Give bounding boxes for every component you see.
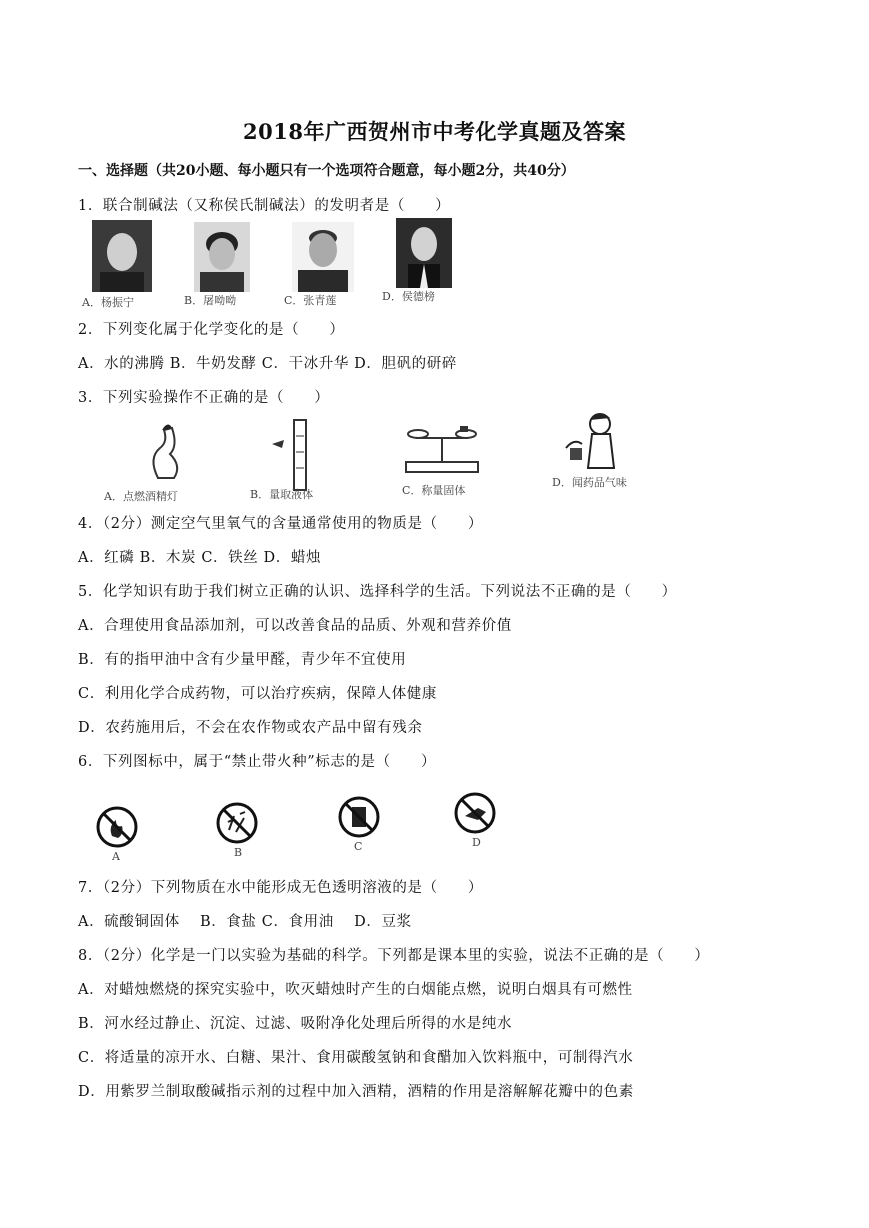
question-2-options: A．水的沸腾 B．牛奶发酵 C．干冰升华 D．胆矾的研碎	[78, 356, 457, 372]
q1-caption-d: D．侯德榜	[382, 290, 435, 303]
q1-caption-a: A．杨振宁	[82, 296, 134, 309]
portrait-a	[92, 220, 152, 292]
question-8-option-c: C．将适量的凉开水、白糖、果汁、食用碳酸氢钠和食醋加入饮料瓶中，可制得汽水	[78, 1050, 634, 1066]
no-smoking-area-sign-icon	[452, 790, 498, 836]
question-3-stem: 3．下列实验操作不正确的是（ ）	[78, 390, 330, 406]
balance-figure	[402, 422, 482, 482]
question-5-option-b: B．有的指甲油中含有少量甲醛，青少年不宜使用	[78, 652, 407, 668]
question-8-option-b: B．河水经过静止、沉淀、过滤、吸附净化处理后所得的水是纯水	[78, 1016, 513, 1032]
question-5-option-c: C．利用化学合成药物，可以治疗疾病，保障人体健康	[78, 686, 437, 702]
question-5-option-a: A．合理使用食品添加剂，可以改善食品的品质、外观和营养价值	[78, 618, 512, 634]
question-7-stem: 7．（2分）下列物质在水中能形成无色透明溶液的是（ ）	[78, 880, 483, 896]
question-1-stem: 1．联合制碱法（又称侯氏制碱法）的发明者是（ ）	[78, 198, 451, 214]
portrait-b	[194, 222, 250, 292]
no-fire-sign-icon	[94, 804, 140, 850]
no-flammable-sign-icon	[336, 794, 382, 840]
portrait-d	[396, 218, 452, 288]
q6-caption-c: C	[354, 840, 363, 853]
question-6-stem: 6．下列图标中，属于“禁止带火种”标志的是（ ）	[78, 754, 437, 770]
q3-caption-b: B．量取液体	[250, 488, 314, 501]
graduated-cylinder-figure	[266, 416, 326, 496]
q1-caption-c: C．张青莲	[284, 294, 337, 307]
question-7-options: A．硫酸铜固体 B．食盐 C．食用油 D．豆浆	[78, 914, 412, 930]
question-5-stem: 5．化学知识有助于我们树立正确的认识、选择科学的生活。下列说法不正确的是（ ）	[78, 584, 677, 600]
q6-caption-d: D	[472, 836, 481, 849]
section-heading: 一、选择题（共20小题、每小题只有一个选项符合题意，每小题2分，共40分）	[78, 163, 575, 179]
question-2-stem: 2．下列变化属于化学变化的是（ ）	[78, 322, 345, 338]
question-4-stem: 4．（2分）测定空气里氧气的含量通常使用的物质是（ ）	[78, 516, 483, 532]
q3-caption-c: C．称量固体	[402, 484, 466, 497]
q3-caption-d: D．闻药品气味	[552, 476, 627, 489]
q1-portraits	[78, 216, 498, 308]
question-4-options: A．红磷 B．木炭 C．铁丝 D．蜡烛	[78, 550, 322, 566]
smell-figure	[554, 408, 624, 472]
question-8-option-a: A．对蜡烛燃烧的探究实验中，吹灭蜡烛时产生的白烟能点燃，说明白烟具有可燃性	[78, 982, 633, 998]
q6-caption-a: A	[112, 850, 120, 863]
question-5-option-d: D．农药施用后，不会在农作物或农产品中留有残余	[78, 720, 423, 736]
q6-signs	[90, 790, 510, 862]
question-8-option-d: D．用紫罗兰制取酸碱指示剂的过程中加入酒精，酒精的作用是溶解解花瓣中的色素	[78, 1084, 634, 1100]
alcohol-lamp-figure	[138, 418, 198, 488]
q6-caption-b: B	[234, 846, 243, 859]
portrait-c	[292, 222, 354, 292]
question-8-stem: 8．（2分）化学是一门以实验为基础的科学。下列都是课本里的实验，说法不正确的是（ ）	[78, 948, 710, 964]
q3-caption-a: A．点燃酒精灯	[104, 490, 178, 503]
page-title: 2018年广西贺州市中考化学真题及答案	[243, 119, 626, 144]
q1-caption-b: B．屠呦呦	[184, 294, 237, 307]
q3-figures	[100, 408, 660, 504]
no-fireworks-sign-icon	[214, 800, 260, 846]
